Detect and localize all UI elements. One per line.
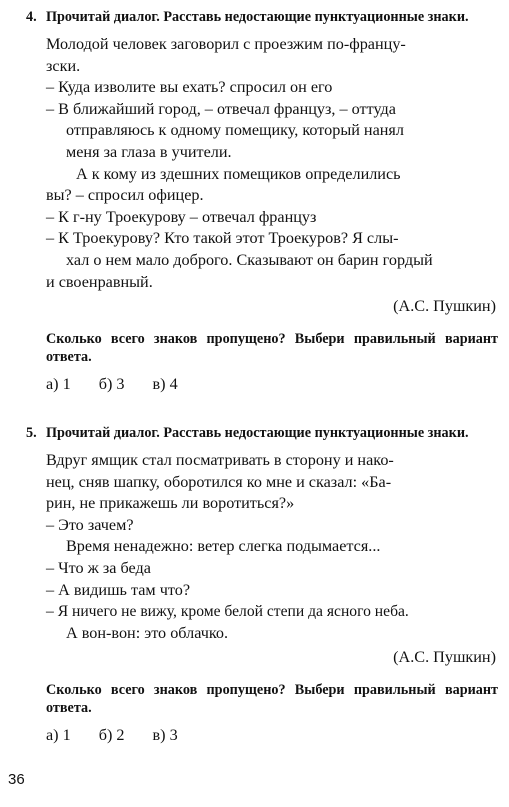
- option-b: б) 3: [98, 374, 125, 393]
- text-line: отправляюсь к одному помещику, который нанял: [66, 121, 404, 140]
- text-line: зски.: [46, 56, 81, 75]
- option-c: в) 4: [152, 374, 178, 393]
- text-line: вы? – спросил офицер.: [46, 186, 204, 205]
- task-4-options: [46, 374, 498, 395]
- task-5-attribution: (А.С. Пушкин): [393, 648, 496, 667]
- task-5-header: [26, 424, 498, 442]
- task-4-question: Сколько всего знаков пропущено? Выбери правильный вариант ответа.: [46, 330, 498, 365]
- text-line: и своенравный.: [46, 272, 153, 291]
- task-4-text: [46, 34, 498, 318]
- text-line: – Куда изволите вы ехать? спросил он его: [46, 78, 333, 97]
- text-line: рин, не прикажешь ли воротиться?»: [46, 494, 295, 513]
- text-line: – К Троекурову? Кто такой этот Троекуров? Я слы-: [46, 229, 399, 248]
- text-line: Время ненадежно: ветер слегка подымается...: [66, 537, 381, 556]
- task-4-number: 4.: [26, 9, 37, 25]
- task-4-attribution: (А.С. Пушкин): [393, 297, 496, 316]
- option-c: в) 3: [152, 725, 178, 744]
- text-line: Молодой человек заговорил с проезжим по-францу-: [46, 35, 406, 53]
- option-b: б) 2: [98, 725, 125, 744]
- text-line: – К г-ну Троекурову – отвечал француз: [46, 207, 317, 226]
- task-5-options: [46, 725, 498, 746]
- option-a: а) 1: [46, 725, 71, 744]
- task-5-instruction: Прочитай диалог. Расставь недостающие пунктуационные знаки.: [46, 425, 469, 441]
- text-line: нец, сняв шапку, оборотился ко мне и сказал: «Ба-: [46, 472, 392, 491]
- task-4-instruction: Прочитай диалог. Расставь недостающие пунктуационные знаки.: [46, 9, 469, 25]
- task-5-number: 5.: [26, 425, 37, 441]
- option-a: а) 1: [46, 374, 71, 393]
- text-line: Вдруг ямщик стал посматривать в сторону и нако-: [46, 451, 394, 469]
- text-line: – Что ж за беда: [46, 558, 151, 577]
- text-line: А к кому из здешних помещиков определились: [76, 164, 401, 183]
- text-line: – Я ничего не вижу, кроме белой степи да ясного неба.: [46, 603, 409, 621]
- task-4-header: [26, 8, 498, 26]
- task-5-question: Сколько всего знаков пропущено? Выбери правильный вариант ответа.: [46, 681, 498, 716]
- text-line: – А видишь там что?: [46, 580, 191, 599]
- task-5-text: [46, 450, 498, 669]
- text-line: А вон-вон: это облачко.: [66, 623, 229, 642]
- task-5: [26, 424, 498, 746]
- text-line: – Это зачем?: [46, 515, 134, 534]
- page-number: 36: [8, 771, 25, 788]
- text-line: меня за глаза в учители.: [66, 142, 232, 161]
- text-line: – В ближайший город, – отвечал француз, – оттуда: [46, 99, 396, 118]
- text-line: хал о нем мало доброго. Сказывают он барин гордый: [66, 250, 433, 269]
- task-4: [26, 8, 498, 395]
